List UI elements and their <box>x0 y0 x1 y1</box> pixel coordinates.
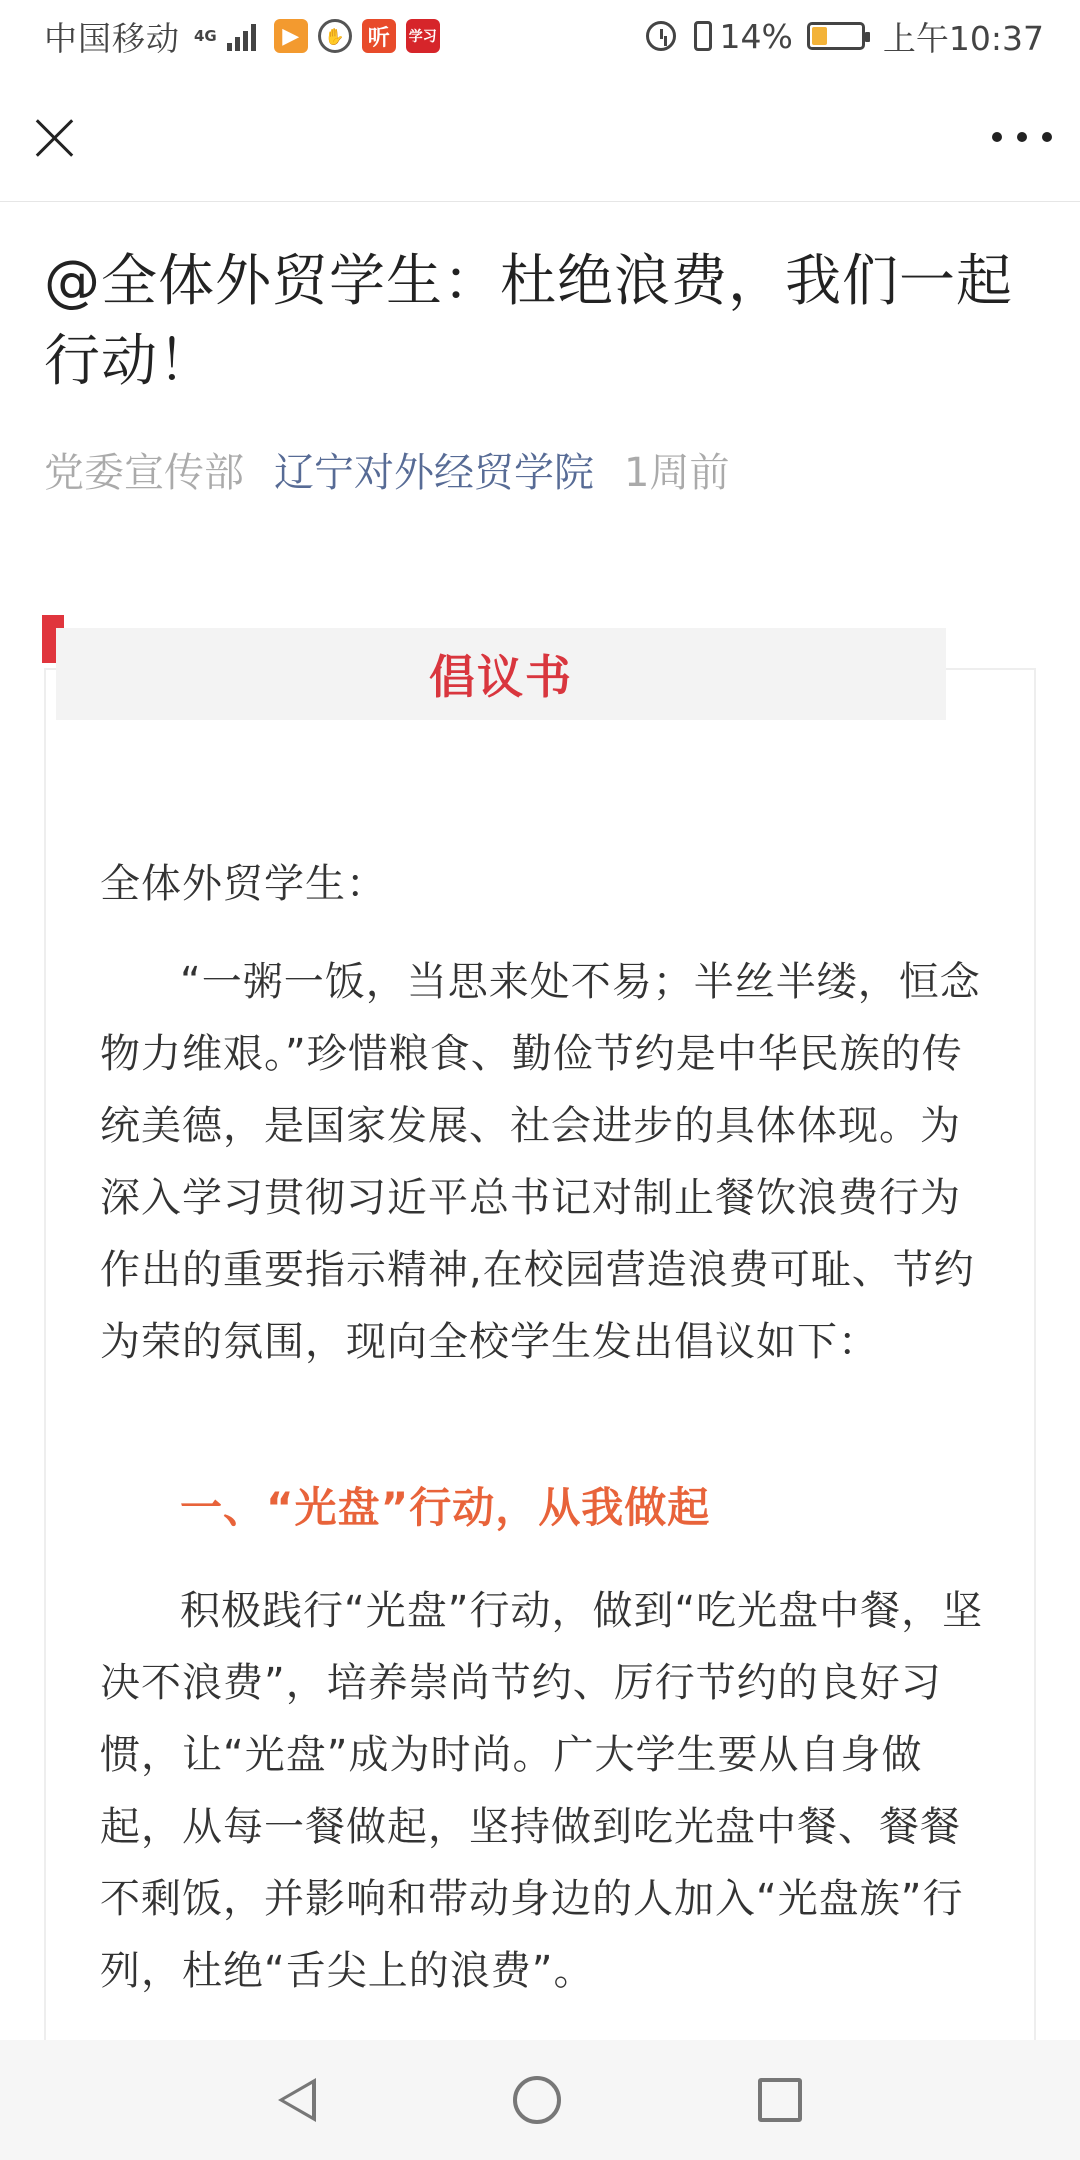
status-bar <box>0 0 1080 72</box>
paragraph-1: “一粥一饭，当思来处不易；半丝半缕，恒念物力维艰。”珍惜粮食、勤俭节约是中华民族的传统美德，是国家发展、社会进步的具体体现。为深入学习贯彻习近平总书记对制止餐饮浪费行为作出的重要指示精神,在校园营造浪费可耻、节约为荣的氛围，现向全校学生发出倡议如下： <box>100 959 981 1365</box>
home-icon[interactable] <box>513 2076 561 2124</box>
battery-percent: 14% <box>719 16 793 56</box>
vibrate-icon <box>694 21 712 51</box>
close-icon[interactable] <box>34 117 74 157</box>
battery-icon <box>807 22 865 50</box>
article-author: 党委宣传部 <box>44 450 244 496</box>
status-right <box>646 13 1044 60</box>
top-nav-bar <box>0 72 1080 202</box>
more-dot <box>1042 132 1052 142</box>
alarm-icon <box>646 21 676 51</box>
clock: 上午10:37 <box>882 18 1044 58</box>
video-app-icon: ▶ <box>274 19 308 53</box>
section-1-heading: 一、“光盘”行动，从我做起 <box>180 1483 711 1532</box>
carrier-name: 中国移动 <box>44 18 180 58</box>
ting-app-icon: 听 <box>362 19 396 53</box>
publish-time: 1周前 <box>624 450 730 496</box>
network-type: 4G <box>194 26 217 45</box>
article-title: @全体外贸学生：杜绝浪费，我们一起行动！ <box>44 249 1013 394</box>
signal-icon <box>227 21 256 51</box>
more-icon[interactable] <box>992 122 1052 152</box>
status-left <box>44 13 440 60</box>
salutation: 全体外贸学生： <box>100 861 387 907</box>
proposal-heading-band <box>56 628 946 720</box>
more-dot <box>992 132 1002 142</box>
account-name-link[interactable]: 辽宁对外经贸学院 <box>274 450 594 496</box>
more-dot <box>1017 132 1027 142</box>
xuexi-app-icon: 学习 <box>406 19 440 53</box>
paragraph-2: 积极践行“光盘”行动，做到“吃光盘中餐，坚决不浪费”，培养崇尚节约、厉行节约的良好习惯，让“光盘”成为时尚。广大学生要从自身做起，从每一餐做起，坚持做到吃光盘中餐、餐餐不剩饭，并影响和带动身边的人加入“光盘族”行列，杜绝“舌尖上的浪费”。 <box>100 1588 984 1994</box>
hand-app-icon: ✋ <box>318 19 352 53</box>
back-icon[interactable] <box>278 2078 316 2122</box>
proposal-heading: 倡议书 <box>429 650 573 704</box>
battery-fill <box>812 27 827 45</box>
article-meta <box>44 448 729 498</box>
system-nav-bar <box>0 2040 1080 2160</box>
recent-apps-icon[interactable] <box>758 2078 802 2122</box>
